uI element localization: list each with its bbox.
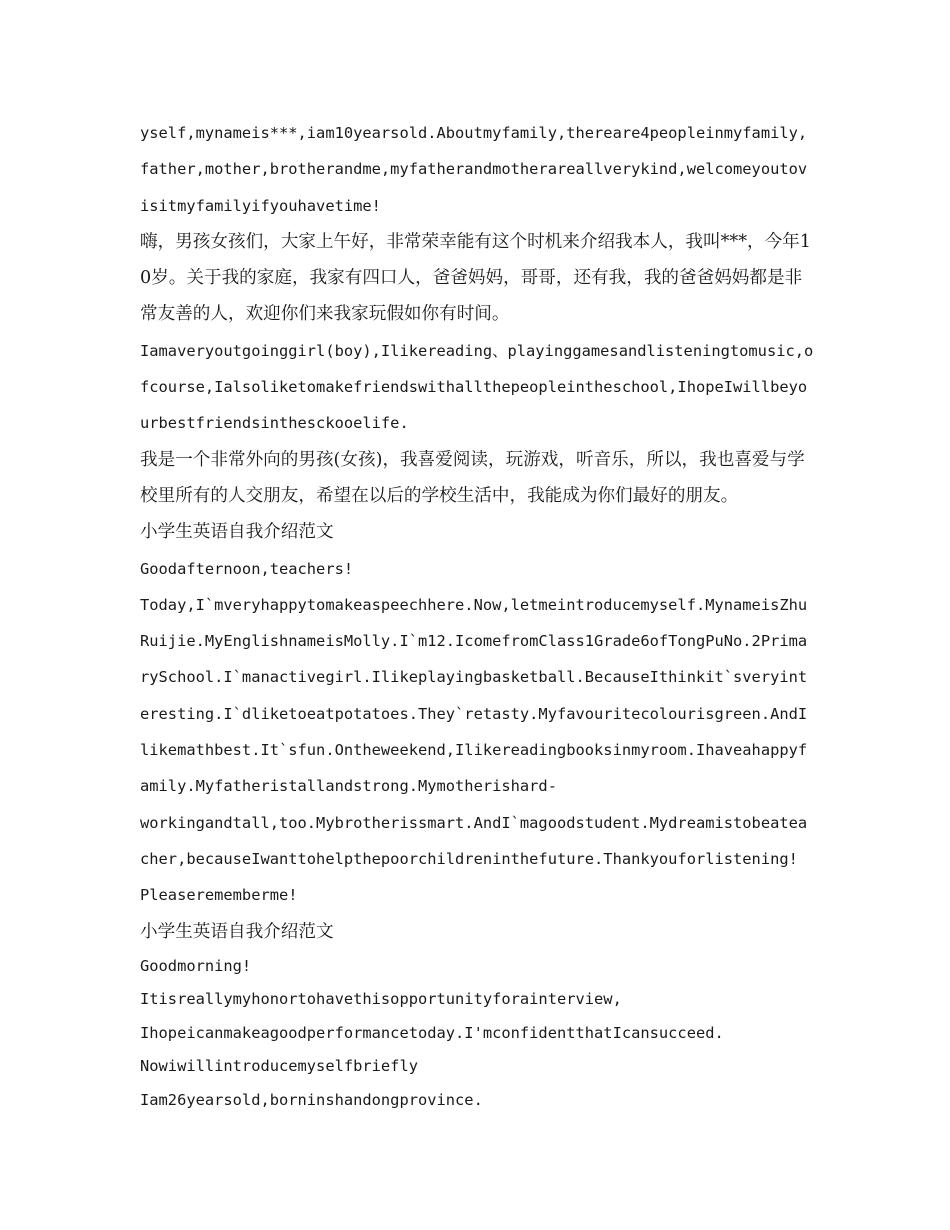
paragraph-english-outgoing: Iamaveryoutgoinggirl(boy),Ilikereading、playinggamesandlisteningtomusic,ofcourse,Ialsoliketomakefriendswithallthepeopleintheschool,IhopeIwillbeyourbestfriendsinthesckooelife. <box>140 341 814 433</box>
closing-line: Pleaserememberme! <box>140 886 298 905</box>
paragraph-speech: Today,I`mveryhappytomakeaspeechhere.Now,letmeintroducemyself.MynameisZhuRuijie.MyEnglishnameisMolly.I`m12.IcomefromClass1Grade6ofTongPuNo.2PrimarySchool.I`manactivegirl.Ilikeplayingbasketball.BecauseIthinkit`sveryinteresting.I`dliketoeatpotatoes.They`retasty.Myfavouritecolourisgreen.AndIlikemathbest.It`sfun.Ontheweekend,Ilikereadingbooksinmyroom.Ihaveahappyfamily.Myfatheristallandstrong.Mymotherishard- <box>140 595 808 796</box>
paragraph-chinese-family: 嗨，男孩女孩们，大家上午好，非常荣幸能有这个时机来介绍我本人，我叫***，今年10岁。关于我的家庭，我家有四口人，爸爸妈妈，哥哥，还有我，我的爸爸妈妈都是非常友善的人，欢迎你们来我家玩假如你有时间。 <box>140 231 811 325</box>
interview-line: Nowiwillintroducemyselfbriefly <box>140 1057 418 1076</box>
document-body <box>140 115 815 1117</box>
section-heading: 小学生英语自我介绍范文 <box>140 522 334 543</box>
paragraph-speech-continued: workingandtall,too.Mybrotherissmart.AndI`magoodstudent.Mydreamistobeateacher,becauseIwanttohelpthepoorchildreninthefuture.Thankyouforlistening! <box>140 813 808 868</box>
paragraph-chinese-outgoing: 我是一个非常外向的男孩(女孩)，我喜爱阅读，玩游戏，听音乐，所以，我也喜爱与学校里所有的人交朋友，希望在以后的学校生活中，我能成为你们最好的朋友。 <box>140 449 805 506</box>
paragraph-english-family: yself,mynameis***,iam10yearsold.Aboutmyfamily,thereare4peopleinmyfamily,father,mother,brotherandme,myfatherandmotherareallverykind,welcomeyoutovisitmyfamilyifyouhavetime! <box>140 124 808 215</box>
greeting-line: Goodafternoon,teachers! <box>140 559 354 578</box>
section-heading: 小学生英语自我介绍范文 <box>140 921 334 942</box>
interview-line: Itisreallymyhonortohavethisopportunityforainterview, <box>140 990 622 1009</box>
interview-line: Ihopeicanmakeagoodperformancetoday.I'mconfidentthatIcansucceed. <box>140 1023 724 1042</box>
greeting-line: Goodmorning! <box>140 956 252 975</box>
interview-line: Iam26yearsold,borninshandongprovince. <box>140 1090 483 1109</box>
